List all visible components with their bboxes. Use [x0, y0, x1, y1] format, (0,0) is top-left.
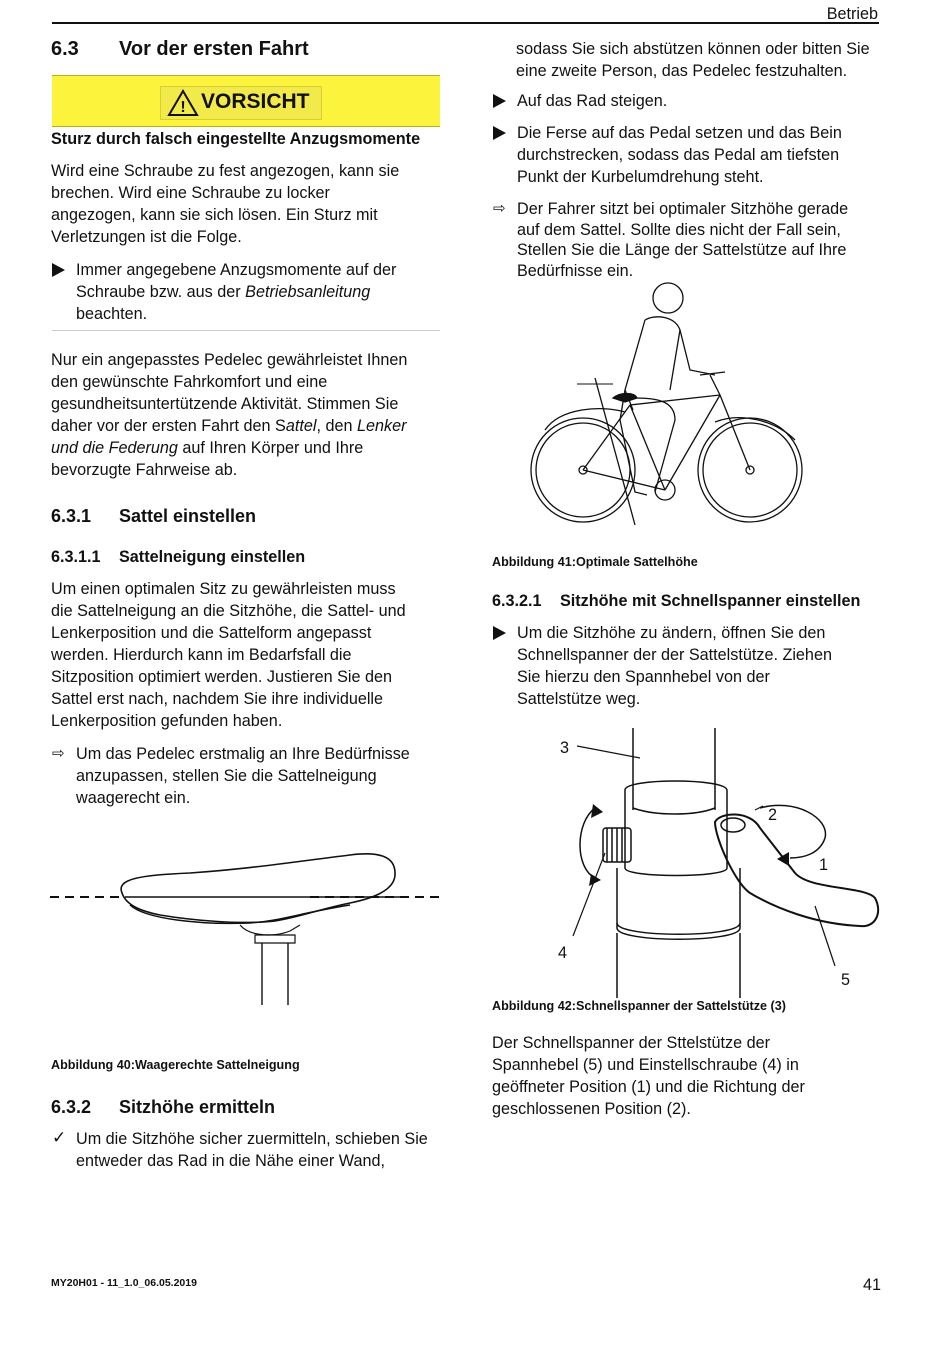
arrow-bullet-icon [493, 622, 506, 643]
intro-emph: Lenker [356, 417, 407, 435]
warning-heading: Sturz durch falsch eingestellte Anzugsmomente [51, 130, 421, 148]
section-number: 6.3.2 [51, 1097, 92, 1117]
tilt-line: die Sattelneigung an die Sitzhöhe, die Sattel- und [51, 602, 406, 620]
step-emph: Betriebsanleitung [245, 283, 371, 301]
result-line: waagerecht ein. [76, 789, 191, 807]
figure-40-saddle-illustration [50, 845, 445, 1010]
figure-42-label-2: 2 [768, 806, 778, 824]
section-title: Sitzhöhe ermitteln [119, 1097, 276, 1117]
result-line: Stellen Sie die Länge der Sattelstütze auf Ihre [517, 241, 847, 259]
warning-line: angezogen, kann sie sich lösen. Ein Sturz mit [51, 206, 378, 224]
result-arrow-icon: ⇨ [493, 200, 506, 217]
section-title: Sattelneigung einstellen [119, 548, 306, 566]
intro-line: Nur ein angepasstes Pedelec gewährleistet Ihnen [51, 351, 408, 369]
figure-40-caption: Abbildung 40:Waagerechte Sattelneigung [51, 1058, 300, 1072]
figure-41-caption: Abbildung 41:Optimale Sattelhöhe [492, 555, 698, 569]
result-line: Der Fahrer sitzt bei optimaler Sitzhöhe gerade [517, 200, 849, 218]
step-line: beachten. [76, 305, 148, 323]
section-number: 6.3 [51, 38, 79, 60]
desc-line: geöffneter Position (1) und die Richtung der [492, 1078, 805, 1096]
intro-emph: attel [285, 417, 317, 435]
warning-line: brechen. Wird eine Schraube zu locker [51, 184, 330, 202]
intro-line: bevorzugte Fahrweise ab. [51, 461, 238, 479]
section-6-3-1-1-heading [51, 548, 305, 567]
intro-line: den gewünschte Fahrkomfort und eine [51, 373, 328, 391]
section-title: Vor der ersten Fahrt [119, 38, 309, 60]
step-text: Schraube bzw. aus der [76, 283, 246, 301]
header-section: Betrieb [826, 5, 878, 23]
quick-release-description [492, 1032, 805, 1120]
warning-banner [52, 75, 440, 127]
section-number: 6.3.1.1 [51, 548, 101, 566]
intro-text: , den [316, 417, 357, 435]
desc-line: geschlossenen Position (2). [492, 1100, 691, 1118]
warning-line: Wird eine Schraube zu fest angezogen, kann sie [51, 162, 400, 180]
figure-42-label-4: 4 [558, 944, 568, 962]
check-line: Um die Sitzhöhe sicher zuermitteln, schieben Sie [76, 1130, 428, 1148]
step-line: Um die Sitzhöhe zu ändern, öffnen Sie den [517, 624, 826, 642]
step-line: Sattelstütze weg. [517, 690, 641, 708]
step-line: Immer angegebene Anzugsmomente auf der [76, 261, 397, 279]
intro-paragraph [51, 349, 446, 481]
step-line: Die Ferse auf das Pedal setzen und das Bein [517, 124, 842, 142]
arrow-bullet-icon [493, 90, 506, 111]
header-rule [52, 22, 879, 24]
desc-line: Der Schnellspanner der Sttelstütze der [492, 1034, 771, 1052]
intro-line: gesundheitsuntertützende Aktivität. Stimmen Sie [51, 395, 399, 413]
warning-label: VORSICHT [201, 90, 310, 113]
figure-42-label-3: 3 [560, 739, 570, 757]
step-line: Punkt der Kurbelumdrehung steht. [517, 168, 764, 186]
warning-text [51, 160, 399, 248]
intro-text: auf Ihren Körper und Ihre [177, 439, 364, 457]
step-line: Sie hierzu den Spannhebel von der [517, 668, 770, 686]
warning-triangle-icon [167, 89, 199, 117]
intro-text: daher vor der ersten Fahrt den S [51, 417, 286, 435]
footer-page-number: 41 [862, 1276, 881, 1294]
figure-42-quick-release-illustration [545, 728, 890, 998]
result-line: Um das Pedelec erstmalig an Ihre Bedürfnisse [76, 745, 410, 763]
section-6-3-heading [51, 38, 309, 61]
tilt-line: werden. Hierdurch kann im Bedarfsfall die [51, 646, 352, 664]
svg-text:!: ! [180, 99, 186, 116]
step-line: Auf das Rad steigen. [517, 92, 668, 110]
warning-line: Verletzungen ist die Folge. [51, 228, 242, 246]
intro-line [51, 437, 446, 459]
result-line: Bedürfnisse ein. [517, 261, 634, 280]
warning-label-box [160, 86, 322, 120]
step-line: Schnellspanner der der Sattelstütze. Ziehen [517, 646, 832, 664]
check-icon: ✓ [52, 1128, 67, 1147]
tilt-line: Um einen optimalen Sitz zu gewährleisten muss [51, 580, 396, 598]
step-line: durchstrecken, sodass das Pedal am tiefsten [517, 146, 840, 164]
arrow-bullet-icon [52, 259, 65, 280]
cont-line: eine zweite Person, das Pedelec festzuhalten. [516, 62, 848, 80]
continued-text [516, 38, 870, 82]
section-6-3-2-1-heading [492, 592, 860, 611]
result-line: anzupassen, stellen Sie die Sattelneigung [76, 767, 377, 785]
intro-line [51, 415, 446, 437]
intro-emph: und die Federung [51, 439, 178, 457]
figure-42-caption: Abbildung 42:Schnellspanner der Sattelstütze (3) [492, 999, 786, 1013]
section-title: Sitzhöhe mit Schnellspanner einstellen [560, 592, 861, 610]
tilt-paragraph [51, 578, 406, 732]
section-title: Sattel einstellen [119, 506, 257, 526]
tilt-line: Sitzposition optimiert werden. Justieren Sie den [51, 668, 393, 686]
warning-end-rule [52, 330, 440, 331]
section-6-3-1-heading [51, 506, 256, 527]
step-line [76, 281, 456, 303]
cont-line: sodass Sie sich abstützen können oder bitten Sie [516, 40, 870, 58]
tilt-line: Lenkerposition gefunden haben. [51, 712, 283, 730]
footer-doc-id: MY20H01 - 11_1.0_06.05.2019 [51, 1277, 197, 1289]
figure-41-rider-illustration [525, 280, 815, 530]
figure-42-label-1: 1 [819, 856, 829, 874]
tilt-line: Sattel erst nach, nachdem Sie ihre individuelle [51, 690, 384, 708]
check-line: entweder das Rad in die Nähe einer Wand, [76, 1152, 385, 1170]
result-arrow-icon: ⇨ [52, 745, 65, 762]
arrow-bullet-icon [493, 122, 506, 143]
figure-42-label-5: 5 [841, 971, 851, 989]
desc-line: Spannhebel (5) und Einstellschraube (4) in [492, 1056, 799, 1074]
tilt-line: Lenkerposition und die Sattelform angepasst [51, 624, 372, 642]
section-number: 6.3.2.1 [492, 592, 542, 610]
result-line: auf dem Sattel. Sollte dies nicht der Fall sein, [517, 220, 841, 239]
section-number: 6.3.1 [51, 506, 92, 526]
section-6-3-2-heading [51, 1097, 275, 1118]
